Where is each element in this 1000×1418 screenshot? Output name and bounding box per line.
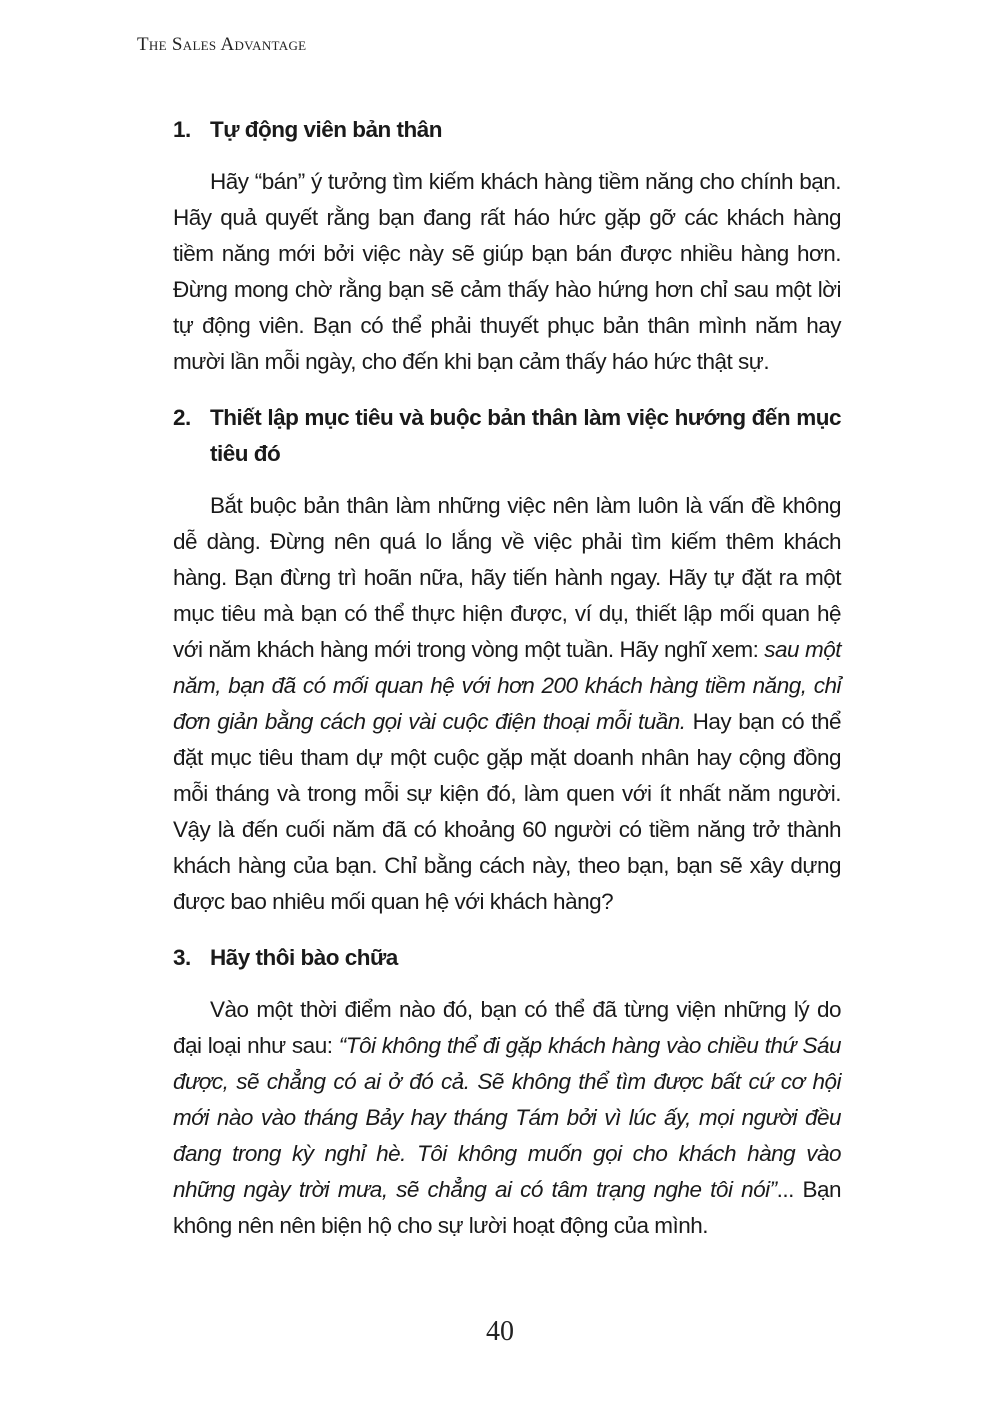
section-heading-3 bbox=[173, 940, 841, 976]
page-content bbox=[173, 112, 841, 1244]
page-number: 40 bbox=[486, 1316, 514, 1347]
section-body-1 bbox=[173, 164, 841, 380]
section-number: 2. bbox=[173, 405, 191, 430]
section-number: 3. bbox=[173, 945, 191, 970]
section-title: Thiết lập mục tiêu và buộc bản thân làm việc hướng đến mục tiêu đó bbox=[210, 405, 841, 466]
body-text: Hay bạn có thể đặt mục tiêu tham dự một cuộc gặp mặt doanh nhân hay cộng đồng mỗi tháng và trong mỗi sự kiện đó, làm quen với ít nhất năm người. Vậy là đến cuối năm đã có khoảng 60 người có tiềm năng trở thành khách hàng của bạn. Chỉ bằng cách này, theo bạn, bạn sẽ xây dựng được bao nhiêu mối quan hệ với khách hàng? bbox=[173, 709, 842, 914]
body-text: ... Bạn không nên nên biện hộ cho sự lười hoạt động của mình. bbox=[173, 1177, 841, 1238]
section-number: 1. bbox=[173, 117, 191, 142]
body-text-italic: “Tôi không thể đi gặp khách hàng vào chiều thứ Sáu được, sẽ chẳng có ai ở đó cả. Sẽ không thể tìm được bất cứ cơ hội mới nào vào tháng Bảy hay tháng Tám bởi vì lúc ấy, mọi người đều đang trong kỳ nghỉ hè. Tôi không muốn gọi cho khách hàng vào những ngày trời mưa, sẽ chẳng ai có tâm trạng nghe tôi nói” bbox=[173, 1033, 841, 1202]
section-heading-1 bbox=[173, 112, 841, 148]
running-header: The Sales Advantage bbox=[137, 34, 307, 55]
section-title: Tự động viên bản thân bbox=[210, 117, 443, 142]
body-text: Hãy “bán” ý tưởng tìm kiếm khách hàng tiềm năng cho chính bạn. Hãy quả quyết rằng bạn đang rất háo hức gặp gỡ các khách hàng tiềm năng mới bởi việc này sẽ giúp bạn bán được nhiều hàng hơn. Đừng mong chờ rằng bạn sẽ cảm thấy hào hứng hơn chỉ sau một lời tự động viên. Bạn có thể phải thuyết phục bản thân mình năm hay mười lần mỗi ngày, cho đến khi bạn cảm thấy háo hức thật sự. bbox=[173, 169, 841, 374]
body-text-italic: sau một năm, bạn đã có mối quan hệ với hơn 200 khách hàng tiềm năng, chỉ đơn giản bằng cách gọi vài cuộc điện thoại mỗi tuần. bbox=[173, 637, 841, 734]
section-title: Hãy thôi bào chữa bbox=[210, 945, 398, 970]
section-body-2 bbox=[173, 488, 841, 920]
section-heading-2 bbox=[173, 400, 841, 472]
body-text: Vào một thời điểm nào đó, bạn có thể đã từng viện những lý do đại loại như sau: bbox=[173, 997, 841, 1058]
body-text: Bắt buộc bản thân làm những việc nên làm luôn là vấn đề không dễ dàng. Đừng nên quá lo lắng về việc phải tìm kiếm thêm khách hàng. Bạn đừng trì hoãn nữa, hãy tiến hành ngay. Hãy tự đặt ra một mục tiêu mà bạn có thể thực hiện được, ví dụ, thiết lập mối quan hệ với năm khách hàng mới trong vòng một tuần. Hãy nghĩ xem: bbox=[173, 493, 841, 662]
section-body-3 bbox=[173, 992, 841, 1244]
